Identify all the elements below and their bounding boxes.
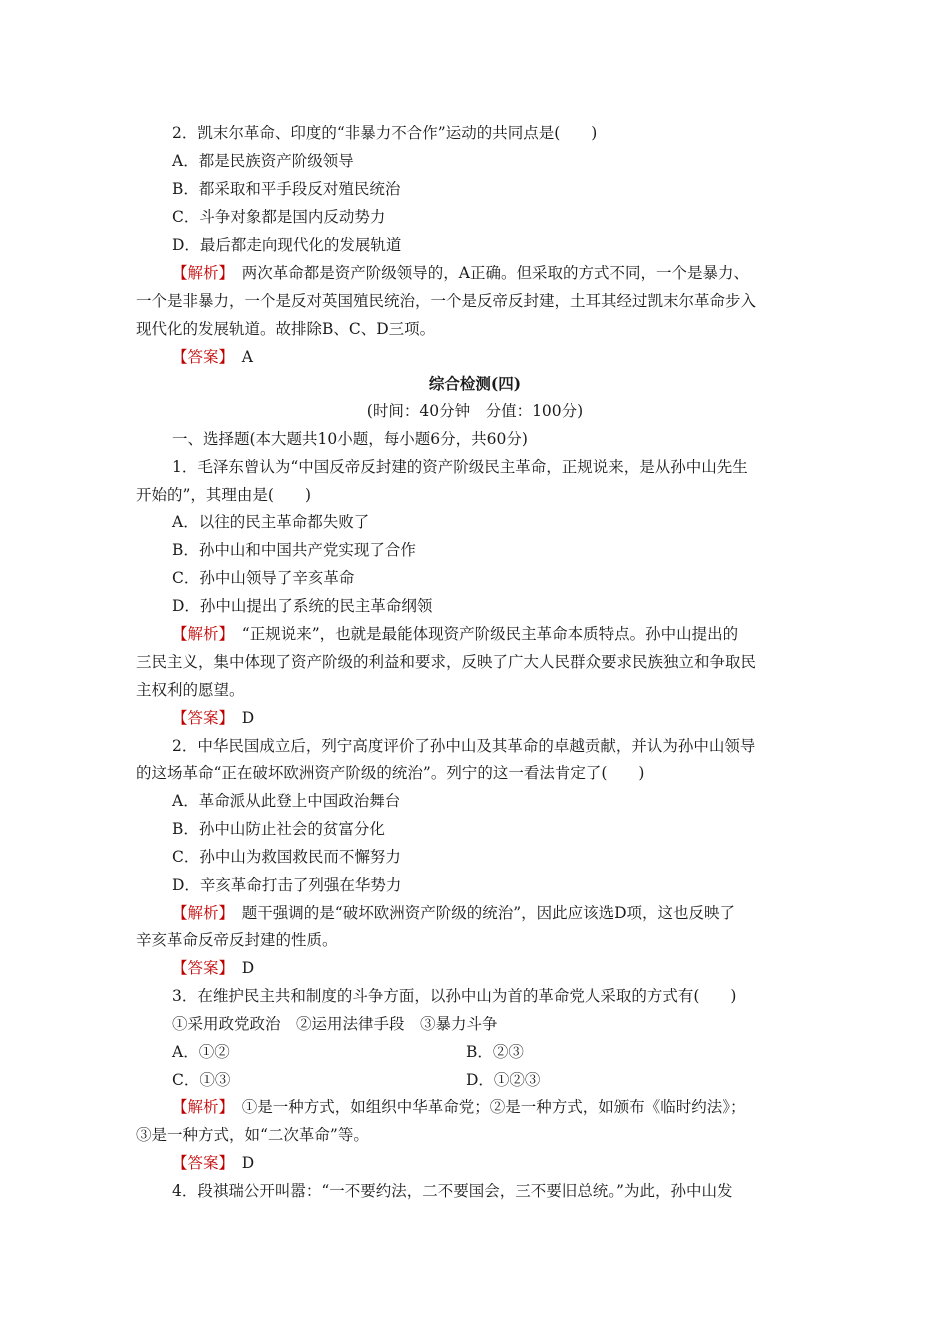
question-stem: 开始的”，其理由是( ) [136, 486, 312, 504]
analysis-line: 一个是非暴力，一个是反对英国殖民统治，一个是反帝反封建，土耳其经过凯末尔革命步入 [136, 292, 757, 310]
analysis-tag: 【解析】 [172, 904, 227, 922]
question-stem: 2．中华民国成立后，列宁高度评价了孙中山及其革命的卓越贡献，并认为孙中山领导 [172, 737, 756, 755]
option-d: D．辛亥革命打击了列强在华势力 [172, 876, 402, 894]
test-subtitle: (时间：40分钟 分值：100分) [366, 402, 584, 420]
option-b: B．②③ [466, 1043, 524, 1061]
answer-tag: 【答案】 [172, 959, 227, 977]
analysis-line: 三民主义，集中体现了资产阶级的利益和要求，反映了广大人民群众要求民族独立和争取民 [136, 653, 757, 671]
option-a: A．革命派从此登上中国政治舞台 [172, 792, 401, 810]
answer-line: 【答案】 D [172, 1154, 255, 1172]
answer-tag: 【答案】 [172, 709, 227, 727]
test-title: 综合检测(四) [428, 374, 522, 393]
analysis-tag: 【解析】 [172, 264, 227, 282]
analysis-tag: 【解析】 [172, 1098, 227, 1116]
question-stem: 4．段祺瑞公开叫嚣：“一不要约法，二不要国会，三不要旧总统。”为此，孙中山发 [172, 1182, 733, 1200]
option-b: B．都采取和平手段反对殖民统治 [172, 180, 401, 198]
analysis-line: ③是一种方式，如“二次革命”等。 [136, 1126, 369, 1144]
option-d: D．最后都走向现代化的发展轨道 [172, 236, 402, 254]
option-b: B．孙中山和中国共产党实现了合作 [172, 541, 416, 559]
option-a: A．都是民族资产阶级领导 [172, 152, 354, 170]
answer-tag: 【答案】 [172, 348, 227, 366]
option-c: C．孙中山领导了辛亥革命 [172, 569, 355, 587]
question-stem: 3．在维护民主共和制度的斗争方面，以孙中山为首的革命党人采取的方式有( ) [172, 987, 737, 1005]
analysis-tag: 【解析】 [172, 625, 227, 643]
analysis-line: 【解析】 题干强调的是“破坏欧洲资产阶级的统治”，因此应该选D项，这也反映了 [172, 904, 736, 922]
option-a: A．以往的民主革命都失败了 [172, 513, 370, 531]
option-c: C．斗争对象都是国内反动势力 [172, 208, 386, 226]
question-stem: 的这场革命“正在破坏欧洲资产阶级的统治”。列宁的这一看法肯定了( ) [136, 764, 645, 782]
option-d: D．①②③ [466, 1071, 541, 1089]
option-b: B．孙中山防止社会的贫富分化 [172, 820, 385, 838]
analysis-line: 辛亥革命反帝反封建的性质。 [136, 931, 338, 949]
analysis-line: 主权利的愿望。 [136, 681, 245, 699]
option-c: C．孙中山为救国救民而不懈努力 [172, 848, 401, 866]
option-d: D．孙中山提出了系统的民主革命纲领 [172, 597, 433, 615]
answer-line: 【答案】 A [172, 348, 253, 366]
analysis-line: 【解析】 “正规说来”，也就是最能体现资产阶级民主革命本质特点。孙中山提出的 [172, 625, 739, 643]
analysis-line: 现代化的发展轨道。故排除B、C、D三项。 [136, 320, 436, 338]
analysis-line: 【解析】 两次革命都是资产阶级领导的，A正确。但采取的方式不同，一个是暴力、 [172, 264, 749, 282]
analysis-line: 【解析】 ①是一种方式，如组织中华革命党；②是一种方式，如颁布《临时约法》； [172, 1098, 746, 1116]
question-stem: 2．凯末尔革命、印度的“非暴力不合作”运动的共同点是( ) [172, 124, 598, 142]
answer-tag: 【答案】 [172, 1154, 227, 1172]
option-a: A．①② [172, 1043, 230, 1061]
statement-items: ①采用政党政治 ②运用法律手段 ③暴力斗争 [172, 1015, 498, 1033]
answer-line: 【答案】 D [172, 959, 255, 977]
question-stem: 1．毛泽东曾认为“中国反帝反封建的资产阶级民主革命，正规说来，是从孙中山先生 [172, 458, 748, 476]
answer-line: 【答案】 D [172, 709, 255, 727]
section-heading: 一、选择题(本大题共10小题，每小题6分，共60分) [172, 430, 528, 448]
option-c: C．①③ [172, 1071, 231, 1089]
